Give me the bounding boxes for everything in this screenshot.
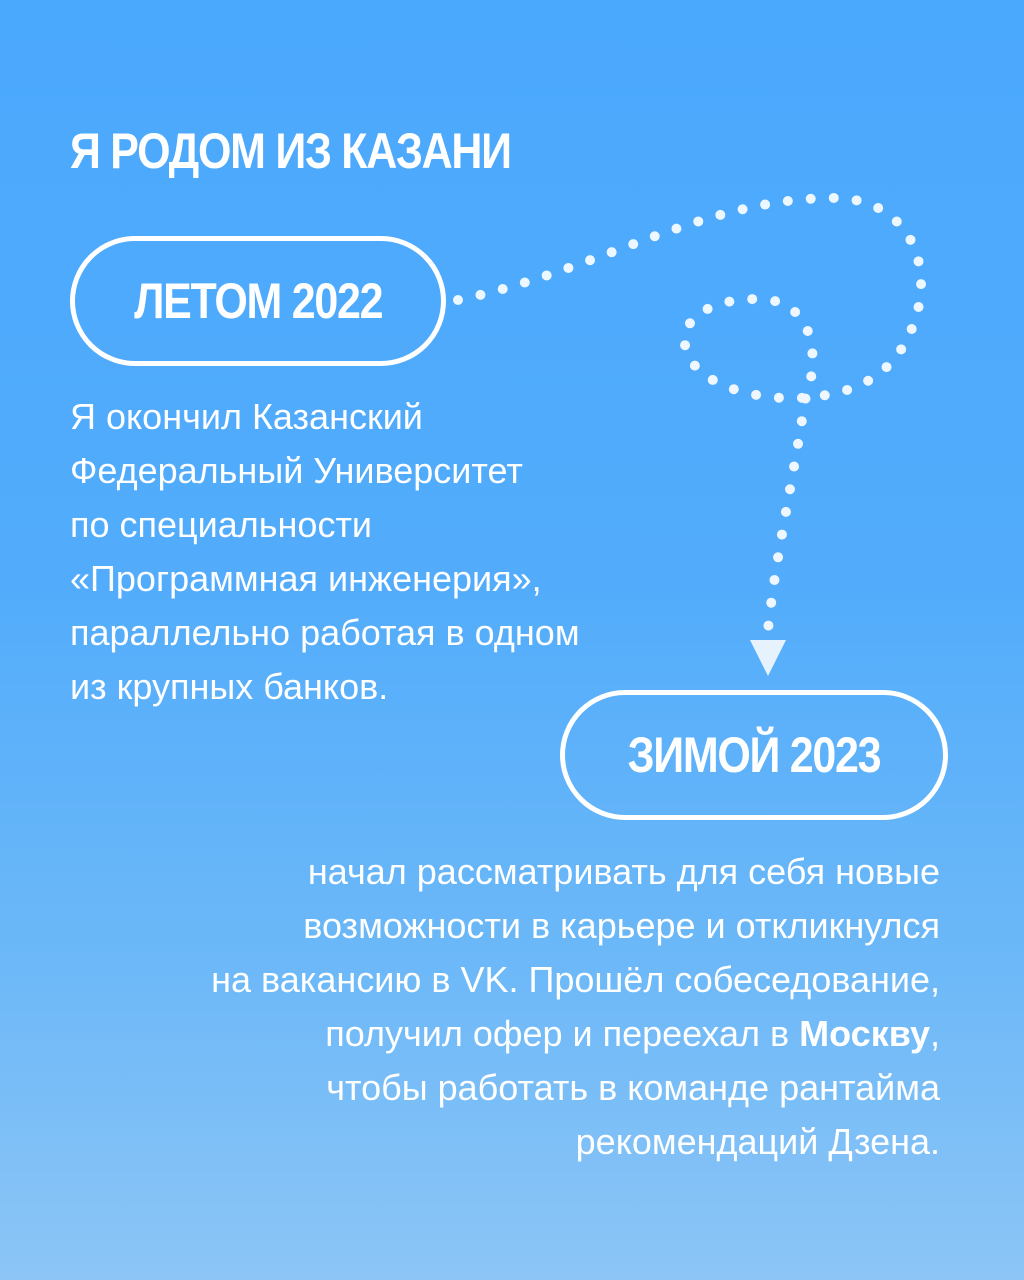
paragraph-career <box>211 845 940 1169</box>
arrow-head-icon <box>750 640 786 676</box>
period-badge-label: ЗИМОЙ 2023 <box>627 727 881 783</box>
page-title: Я РОДОМ ИЗ КАЗАНИ <box>70 123 511 179</box>
period-badge-label: ЛЕТОМ 2022 <box>133 273 383 329</box>
period-badge-summer-2022 <box>70 236 446 366</box>
text-line: Я окончил Казанский <box>70 396 423 437</box>
period-badge-winter-2023 <box>560 690 948 820</box>
text-line: «Программная инженерия», <box>70 558 542 599</box>
text-line-with-emphasis <box>211 1007 940 1061</box>
text-line: чтобы работать в команде рантайма <box>326 1067 940 1108</box>
paragraph-education <box>70 390 580 714</box>
text-line: на вакансию в VK. Прошёл собеседование, <box>211 959 940 1000</box>
text-line: из крупных банков. <box>70 666 389 707</box>
text-line: параллельно работая в одном <box>70 612 580 653</box>
text-fragment: получил офер и переехал в <box>325 1013 800 1054</box>
emphasized-city: Москву <box>799 1013 930 1054</box>
text-line: по специальности <box>70 504 373 545</box>
text-line: возможности в карьере и откликнулся <box>303 905 940 946</box>
text-fragment: , <box>929 1013 940 1054</box>
text-line: рекомендаций Дзена. <box>575 1121 940 1162</box>
text-line: начал рассматривать для себя новые <box>307 851 940 892</box>
text-line: Федеральный Университет <box>70 450 523 491</box>
